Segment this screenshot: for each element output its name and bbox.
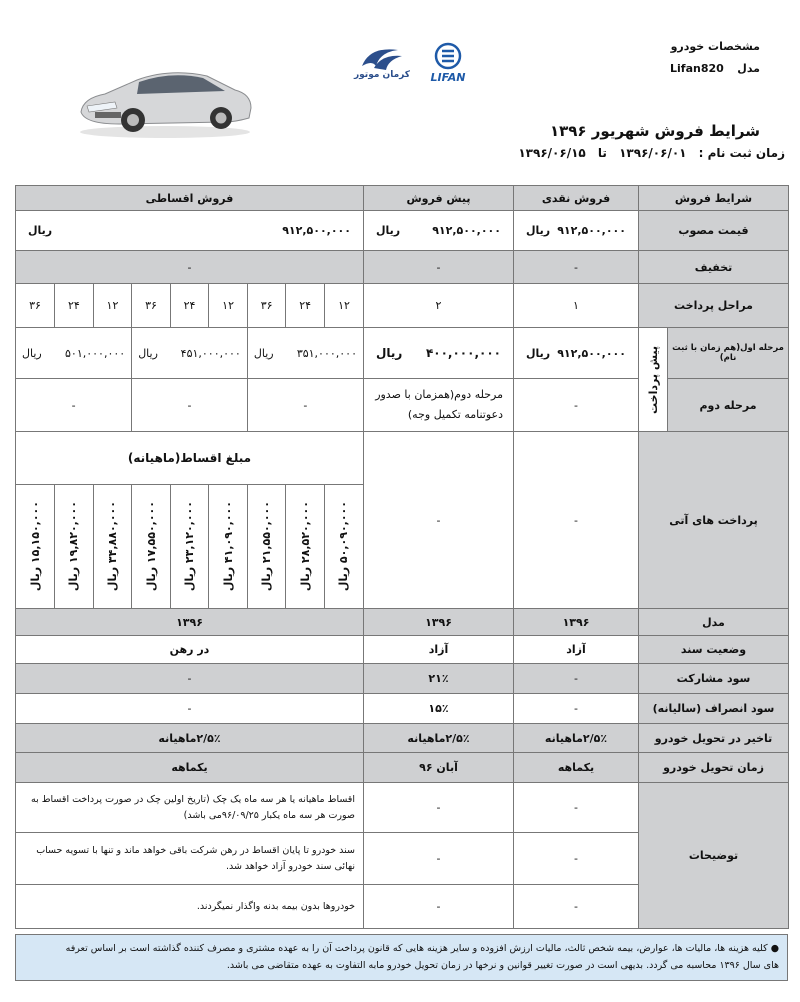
label-price: قیمت مصوب: [639, 211, 789, 251]
month-cell: ۱۲: [209, 284, 248, 327]
cancel-installment: -: [16, 694, 364, 724]
price-cash: ۹۱۲,۵۰۰,۰۰۰ ریال: [514, 211, 639, 251]
label-delay: تاخیر در تحویل خودرو: [639, 724, 789, 753]
note-2: سند خودرو تا پایان اقساط در رهن شرکت باقی خواهد ماند و تنها با تسویه حساب نهائی سند خودرو آزاد خواهد شد.: [16, 833, 364, 885]
model-value: Lifan820: [670, 62, 724, 75]
cancel-presale: ۱۵٪: [364, 694, 514, 724]
footer-line-2: های سال ۱۳۹۶ محاسبه می گردد. بدیهی است در صورت تغییر قوانین و نرخها در زمان تحویل خودرو مابه التفاوت به عهده متقاضی می باشد.: [226, 960, 779, 971]
delay-presale: ۲/۵٪ماهیانه: [364, 724, 514, 753]
sales-title: شرایط فروش شهریور ۱۳۹۶: [549, 122, 760, 140]
model-cash: ۱۳۹۶: [514, 609, 639, 636]
stages-installment: [16, 284, 364, 328]
month-cell: ۳۶: [29, 299, 41, 312]
stage2-cash: -: [514, 379, 639, 432]
delay-cash: ۲/۵٪ماهیانه: [514, 724, 639, 753]
car-image: [75, 60, 255, 140]
label-cancel: سود انصراف (سالیانه): [639, 694, 789, 724]
label-discount: تخفیف: [639, 251, 789, 284]
model-presale: ۱۳۹۶: [364, 609, 514, 636]
label-stage2: مرحله دوم: [668, 379, 789, 432]
kerman-motor-text: کرمان موتور: [353, 70, 411, 80]
reg-to: ۱۳۹۶/۰۶/۱۵: [518, 146, 586, 160]
prepay-group: پیش پرداخت: [639, 328, 668, 432]
header-cash: فروش نقدی: [514, 186, 639, 211]
month-cell: ۲۴: [55, 284, 94, 327]
stage1-inst-12: ۳۵۱,۰۰۰,۰۰۰: [296, 346, 357, 360]
lifan-text: LIFAN: [430, 71, 466, 84]
future-installment: مبلغ اقساط(ماهیانه) ۵۰,۰۹۰,۰۰۰ ریال ۲۸,۵۲۰,۰۰۰ ریال ۲۱,۵۵۰,۰۰۰ ریال ۴۱,۰۹۰,۰۰۰ ریال ۲۳,۱۲۰,۰۰۰ ریال ۱۷,۵۵۰,۰۰۰ ریال ۳۴,۸۸۰,۰۰۰ ریال ۱۹,۸۲۰,۰۰۰ ریال ۱۵,۱۵۰,۰۰۰ ریال: [16, 432, 364, 609]
delivery-presale: آبان ۹۶: [364, 753, 514, 783]
discount-cash: -: [514, 251, 639, 284]
doc-installment: در رهن: [16, 636, 364, 664]
stages-cash: ۱: [514, 284, 639, 328]
price-installment: ۹۱۲,۵۰۰,۰۰۰ ریال: [16, 211, 364, 251]
notes-cash-2: -: [514, 833, 639, 885]
lifan-logo-icon: [420, 42, 476, 86]
model-label: مدل: [737, 62, 760, 75]
stage1-installment: ۳۵۱,۰۰۰,۰۰۰ ریال ۴۵۱,۰۰۰,۰۰۰ ریال ۵۰۱,۰۰۰,۰۰۰ ریال: [16, 328, 364, 379]
partner-installment: -: [16, 664, 364, 694]
cancel-cash: -: [514, 694, 639, 724]
label-doc: وضعیت سند: [639, 636, 789, 664]
delivery-installment: یکماهه: [16, 753, 364, 783]
header-conditions: شرایط فروش: [639, 186, 789, 211]
registration-period: [518, 146, 785, 160]
doc-presale: آزاد: [364, 636, 514, 664]
stage1-inst-24: ۴۵۱,۰۰۰,۰۰۰: [180, 346, 241, 360]
stage2-installment: [16, 379, 364, 432]
model-line: [670, 62, 760, 75]
label-future: پرداخت های آتی: [639, 432, 789, 609]
stage1-cash: ۹۱۲,۵۰۰,۰۰۰ ریال: [514, 328, 639, 379]
monthly-title: مبلغ اقساط(ماهیانه): [127, 451, 252, 465]
label-delivery: زمان تحویل خودرو: [639, 753, 789, 783]
partner-cash: -: [514, 664, 639, 694]
month-cell: ۱۲: [93, 284, 132, 327]
notes-presale-2: -: [364, 833, 514, 885]
model-installment: ۱۳۹۶: [16, 609, 364, 636]
stage2-inst-cell: -: [247, 379, 363, 431]
month-cell: ۳۶: [247, 284, 286, 327]
discount-presale: -: [364, 251, 514, 284]
sales-conditions-table: [15, 185, 789, 929]
note-3: خودروها بدون بیمه بدنه واگذار نمیگردند.: [16, 885, 364, 929]
month-cell: ۳۶: [132, 284, 171, 327]
footer-note: [15, 934, 788, 981]
specs-title: مشخصات خودرو: [670, 40, 760, 53]
header-installment: فروش اقساطی: [16, 186, 364, 211]
month-cell: ۱۲: [324, 284, 363, 327]
price-presale: ۹۱۲,۵۰۰,۰۰۰ ریال: [364, 211, 514, 251]
delivery-cash: یکماهه: [514, 753, 639, 783]
delay-installment: ۲/۵٪ماهیانه: [16, 724, 364, 753]
label-model: مدل: [639, 609, 789, 636]
month-cell: ۲۴: [170, 284, 209, 327]
reg-label: زمان ثبت نام :: [698, 146, 785, 160]
notes-cash-3: -: [514, 885, 639, 929]
notes-presale-1: -: [364, 783, 514, 833]
footer-line-1: ● کلیه هزینه ها، مالیات ها، عوارض، بیمه شخص ثالث، مالیات ارزش افزوده و سایر هزینه هایی که قانون پرداخت آن را به عهده مشتری و مصرف کننده گذاشته است بر اساس تعرفه: [65, 943, 779, 954]
note-1: اقساط ماهیانه یا هر سه ماه یک چک (تاریخ اولین چک در صورت پرداخت اقساط به صورت هر سه ماه یکبار ۹۶/۰۹/۲۵می باشد): [16, 783, 364, 833]
future-cash: -: [514, 432, 639, 609]
notes-cash-1: -: [514, 783, 639, 833]
stages-presale: ۲: [364, 284, 514, 328]
header-presale: پیش فروش: [364, 186, 514, 211]
reg-to-word: تا: [597, 146, 607, 160]
reg-from: ۱۳۹۶/۰۶/۰۱: [619, 146, 687, 160]
stage2-inst-cell: -: [71, 398, 76, 412]
partner-presale: ۲۱٪: [364, 664, 514, 694]
doc-cash: آزاد: [514, 636, 639, 664]
stage2-inst-cell: -: [132, 379, 248, 431]
label-stages: مراحل پرداخت: [639, 284, 789, 328]
month-cell: ۲۴: [286, 284, 325, 327]
label-notes: توضیحات: [639, 783, 789, 929]
kerman-motor-logo-icon: [352, 42, 412, 86]
stage2-presale: مرحله دوم(همزمان با صدور دعوتنامه تکمیل وجه): [364, 379, 514, 432]
label-stage1: مرحله اول(هم زمان با ثبت نام): [668, 328, 789, 379]
stage1-presale: ۴۰۰,۰۰۰,۰۰۰ ریال: [364, 328, 514, 379]
future-presale: -: [364, 432, 514, 609]
stage1-inst-36: ۵۰۱,۰۰۰,۰۰۰: [65, 346, 126, 360]
discount-installment: -: [16, 251, 364, 284]
label-partner: سود مشارکت: [639, 664, 789, 694]
notes-presale-3: -: [364, 885, 514, 929]
